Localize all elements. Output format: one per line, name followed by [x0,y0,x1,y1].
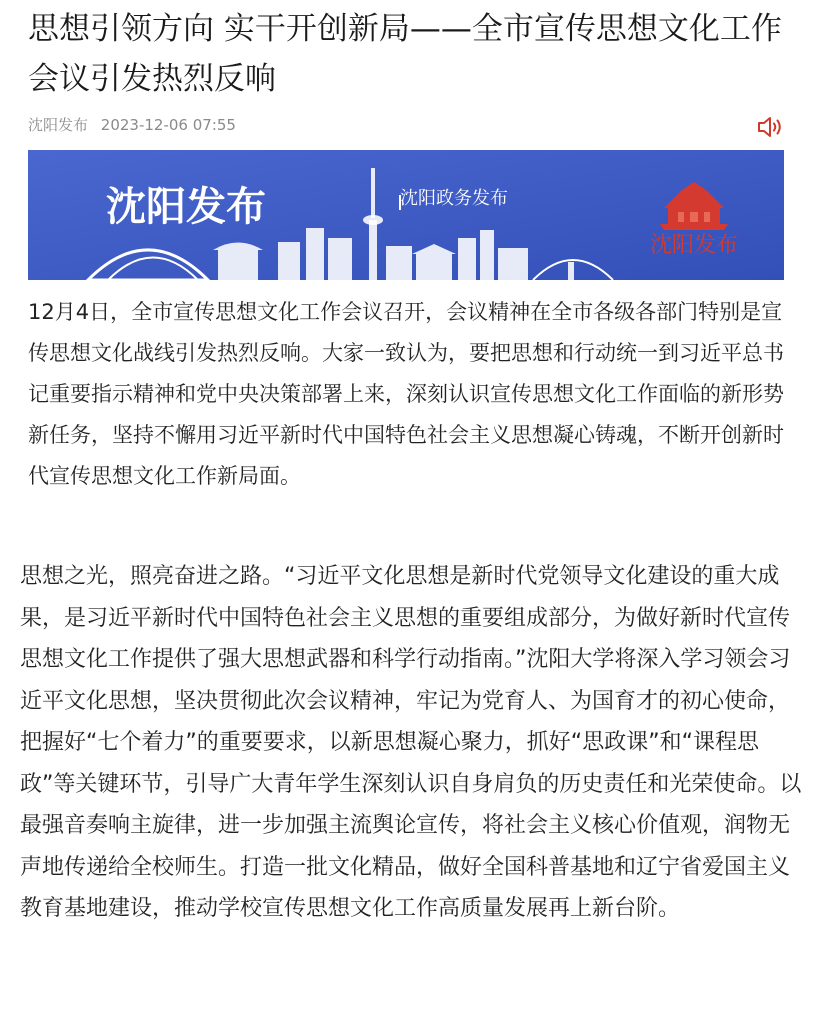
article-meta [28,114,785,140]
banner-subtitle: 沈阳政务发布 [400,188,508,208]
banner-logo-text: 沈阳发布 [106,183,266,230]
article-lead: 12月4日，全市宣传思想文化工作会议召开，会议精神在全市各级各部门特别是宣传思想文化战线引发热烈反响。大家一致认为，要把思想和行动统一到习近平总书记重要指示精神和党中央决策部署上来，深刻认识宣传思想文化工作面临的新形势新任务，坚持不懈用习近平新时代中国特色社会主义思想凝心铸魂，不断开创新时代宣传思想文化工作新局面。 [28,300,784,488]
article-title: 思想引领方向 实干开创新局——全市宣传思想文化工作会议引发热烈反响 [28,11,782,97]
header-banner [28,150,784,280]
article-source[interactable]: 沈阳发布 [28,116,89,134]
speaker-icon[interactable] [755,114,785,140]
article-paragraph: 思想之光，照亮奋进之路。“习近平文化思想是新时代党领导文化建设的重大成果，是习近平新时代中国特色社会主义思想的重要组成部分，为做好新时代宣传思想文化工作提供了强大思想武器和科学行动指南。”沈阳大学将深入学习领会习近平文化思想，坚决贯彻此次会议精神，牢记为党育人、为国育才的初心使命，把握好“七个着力”的重要要求，以新思想凝心聚力，抓好“思政课”和“课程思政”等关键环节，引导广大青年学生深刻认识自身肩负的历史责任和光荣使命。以最强音奏响主旋律，进一步加强主流舆论宣传，将社会主义核心价值观，润物无声地传递给全校师生。打造一批文化精品，做好全国科普基地和辽宁省爱国主义教育基地建设，推动学校宣传思想文化工作高质量发展再上新台阶。 [20,564,802,921]
banner-emblem-text: 沈阳发布 [650,233,739,258]
article-date: 2023-12-06 07:55 [100,116,236,134]
